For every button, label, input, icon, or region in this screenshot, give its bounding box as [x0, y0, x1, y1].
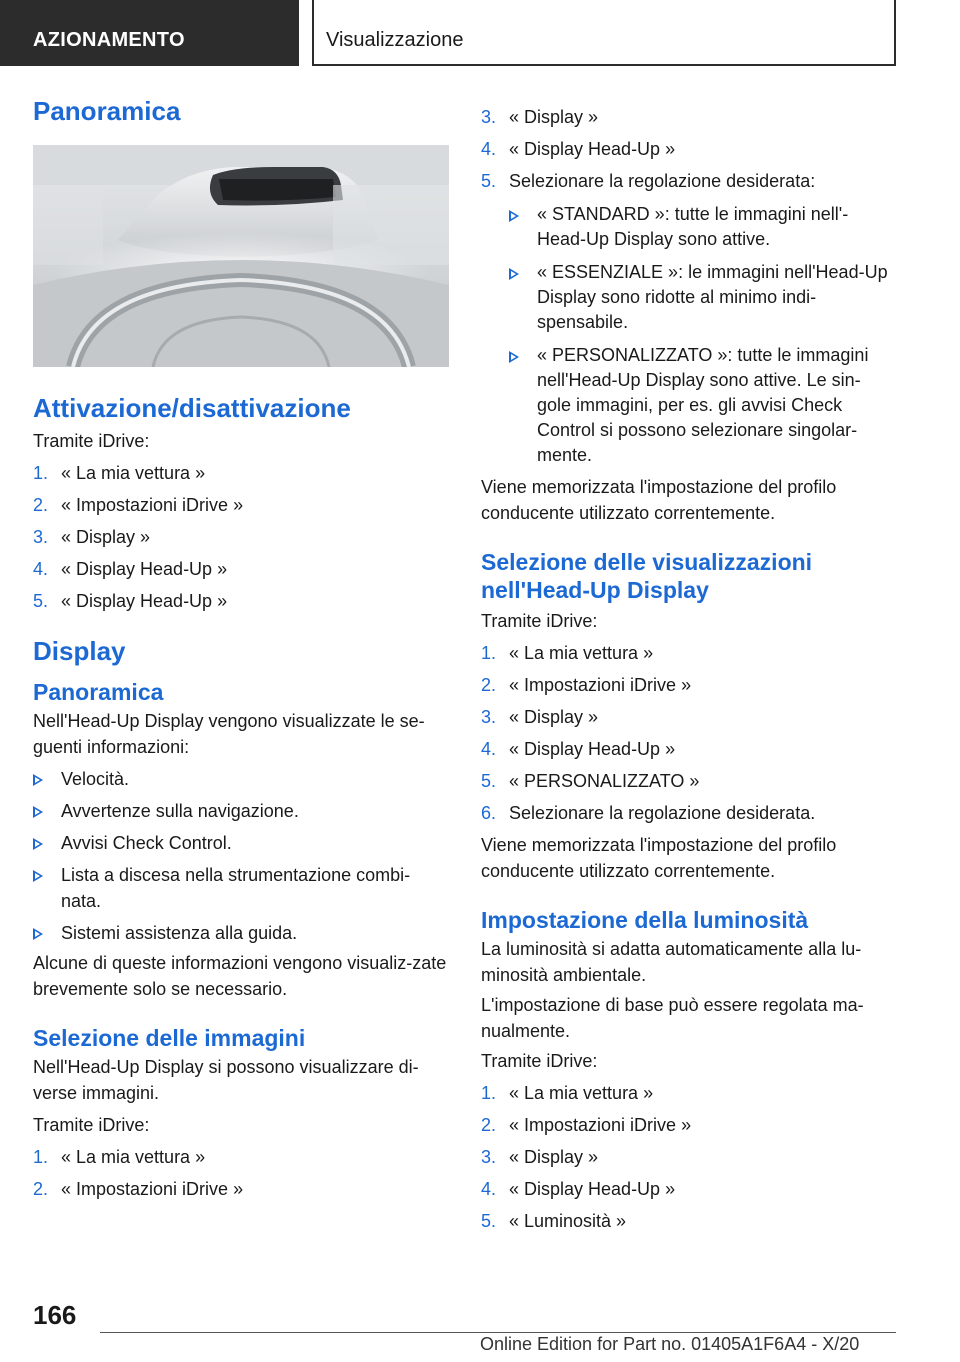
topic-tab: Visualizzazione	[312, 0, 896, 66]
list-item: Avvisi Check Control.	[33, 830, 449, 856]
list-item: Avvertenze sulla navigazione.	[33, 798, 449, 824]
list-item: 3. « Display »	[33, 527, 151, 548]
list-item: « STANDARD »: tutte le immagini nell'-Head-Up Display sono attive.	[509, 202, 891, 252]
activation-heading: Attivazione/disattivazione	[33, 393, 351, 424]
selection-intro: Nell'Head-Up Display si possono visualizzare di-verse immagini.	[33, 1056, 419, 1103]
footer-divider	[100, 1332, 896, 1333]
list-item: 6. Selezionare la regolazione desiderata.	[481, 803, 816, 824]
list-item: 2. « Impostazioni iDrive »	[33, 1178, 244, 1199]
list-item: « PERSONALIZZATO »: tutte le immagini nell'Head-Up Display sono attive. Le sin-gole immagini, per es. gli avvisi Check Control si possono selezionare singolar-mente.	[509, 343, 891, 468]
list-item: 3. « Display »	[481, 1147, 599, 1168]
left-column	[33, 96, 449, 1202]
via-idrive-label: Tramite iDrive:	[33, 1114, 150, 1135]
brightness-manual: L'impostazione di base può essere regolata ma-nualmente.	[481, 995, 864, 1042]
list-item: 4. « Display Head-Up »	[33, 559, 228, 580]
views-heading: Selezione delle visualizzazioni nell'Head-Up Display	[481, 549, 813, 604]
brightness-auto: La luminosità si adatta automaticamente alla lu-minosità ambientale.	[481, 939, 862, 986]
list-item: 1. « La mia vettura »	[33, 463, 206, 484]
list-item: 3. « Display »	[481, 107, 599, 127]
footer-edition: Online Edition for Part no. 01405A1F6A4 - X/20	[480, 1334, 860, 1354]
list-item: 5. « Luminosità »	[481, 1211, 627, 1232]
list-item: 4. « Display Head-Up »	[481, 739, 676, 760]
list-item: 4. « Display Head-Up »	[481, 139, 676, 159]
triangle-bullet-icon	[509, 210, 519, 222]
triangle-bullet-icon	[33, 774, 43, 786]
selection-options	[509, 202, 891, 468]
via-idrive-label: Tramite iDrive:	[33, 431, 150, 452]
list-item: 5. Selezionare la regolazione desiderata:	[481, 171, 816, 191]
profile-note: Viene memorizzata l'impostazione del profilo conducente utilizzato correntemente.	[481, 835, 837, 882]
list-item: Lista a discesa nella strumentazione combi-nata.	[33, 862, 449, 914]
via-idrive-label: Tramite iDrive:	[481, 1051, 598, 1072]
selection-steps	[33, 1144, 449, 1202]
list-item: « ESSENZIALE »: le immagini nell'Head-Up Display sono ridotte al minimo indi-spensabile.	[509, 260, 891, 335]
overview-heading: Panoramica	[33, 96, 181, 126]
views-steps	[481, 640, 891, 826]
page-header	[0, 0, 960, 66]
display-heading: Display	[33, 636, 126, 667]
list-item: 5. « Display Head-Up »	[33, 591, 228, 612]
profile-note: Viene memorizzata l'impostazione del profilo conducente utilizzato correntemente.	[481, 477, 837, 523]
list-item: 2. « Impostazioni iDrive »	[481, 675, 692, 696]
triangle-bullet-icon	[33, 870, 43, 882]
triangle-bullet-icon	[509, 351, 519, 363]
list-item: 1. « La mia vettura »	[481, 1083, 654, 1104]
list-item: 2. « Impostazioni iDrive »	[481, 1115, 692, 1136]
brightness-steps	[481, 1080, 891, 1234]
right-column	[481, 104, 891, 1234]
triangle-bullet-icon	[33, 928, 43, 940]
triangle-bullet-icon	[33, 838, 43, 850]
list-item: 5. « PERSONALIZZATO »	[481, 771, 700, 792]
activation-steps	[33, 460, 449, 614]
via-idrive-label: Tramite iDrive:	[481, 611, 598, 632]
list-item: Velocità.	[33, 766, 449, 792]
triangle-bullet-icon	[509, 268, 519, 280]
head-up-display-photo	[33, 145, 449, 367]
page-number: 166	[33, 1300, 77, 1330]
display-intro: Nell'Head-Up Display vengono visualizzate le se-guenti informazioni:	[33, 710, 425, 757]
list-item: 2. « Impostazioni iDrive »	[33, 495, 244, 516]
list-item: Sistemi assistenza alla guida.	[33, 920, 449, 946]
brightness-heading: Impostazione della luminosità	[481, 907, 809, 934]
triangle-bullet-icon	[33, 806, 43, 818]
section-tab: AZIONAMENTO	[0, 0, 299, 66]
list-item: 3. « Display »	[481, 707, 599, 728]
list-item: 4. « Display Head-Up »	[481, 1179, 676, 1200]
list-item: 1. « La mia vettura »	[33, 1146, 206, 1167]
list-item: 1. « La mia vettura »	[481, 643, 654, 664]
display-items	[33, 766, 449, 946]
display-overview-subheading: Panoramica	[33, 678, 164, 705]
selection-heading: Selezione delle immagini	[33, 1024, 306, 1051]
selection-steps-continued	[481, 104, 891, 194]
display-note: Alcune di queste informazioni vengono visualiz-zate brevemente solo se necessario.	[33, 952, 447, 999]
